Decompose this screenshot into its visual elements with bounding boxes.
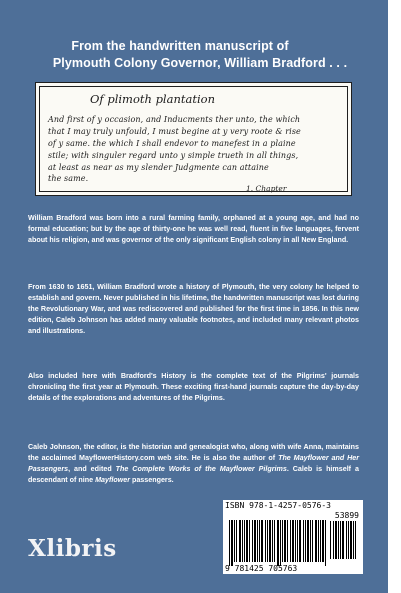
description-paragraph-2: From 1630 to 1651, William Bradford wrote a history of Plymouth, the very colony he helped to establish and govern. Never published in his lifetime, the handwritten manuscript was lost during the Revolutionary War, and was rediscovered and published for the first time in 1856. In this new edition, Caleb Johnson has added many valuable footnotes, and included many relevant photos and illustrations. [28, 283, 359, 335]
barcode-digits: 9 781425 705763 [225, 564, 298, 573]
isbn-label: ISBN 978-1-4257-0576-3 [225, 501, 331, 510]
manuscript-line: of y same. the which I shall endevor to manefest in a plaine [48, 139, 296, 148]
bio-text: . Caleb is himself a descendant of nine [28, 465, 359, 484]
bio-text: Caleb Johnson, the editor, is the historian and genealogist who, along with wife Anna, maintains the acclaimed MayflowerHistory.com web site. He is also the author of [28, 443, 359, 462]
bio-text: , and edited [68, 465, 116, 473]
manuscript-image [35, 82, 352, 196]
addon-barcode-bars [330, 521, 359, 563]
bio-text: passengers. [129, 476, 174, 484]
manuscript-line: that I may truly unfould, I must begine at y very roote & rise [48, 127, 301, 136]
manuscript-line: the same. [48, 174, 89, 183]
book-title: The Mayflower and Her Passengers [28, 454, 360, 473]
manuscript-line: And first of y occasion, and Inducments ther unto, the which [48, 115, 301, 124]
book-title: The Complete Works of the Mayflower Pilgrims [115, 465, 287, 473]
barcode-bars [229, 520, 327, 566]
editor-bio-paragraph [28, 442, 359, 486]
manuscript-chapter: 1. Chapter [246, 184, 287, 193]
description-paragraph-1: William Bradford was born into a rural farming family, orphaned at a young age, and had no formal education; but by the age of thirty-one he was well read, fluent in five languages, fervent about his religion, and was governor of the only significant English colony in all New England. [28, 214, 359, 244]
headline-line-1: From the handwritten manuscript of [71, 39, 289, 53]
publisher-logo: Xlibris [28, 535, 117, 562]
description-paragraph-3: Also included here with Bradford's History is the complete text of the Pilgrims' journals chronicling the first year at Plymouth. These exciting first-hand journals capture the day-by-day details of the explorations and adventures of the Pilgrims. [28, 372, 359, 402]
manuscript-title: Of plimoth plantation [90, 92, 215, 106]
isbn-barcode [223, 500, 363, 574]
manuscript-line: stile; with singuler regard unto y simple trueth in all things, [48, 151, 299, 160]
price-code: 53899 [334, 511, 359, 520]
headline-line-2: Plymouth Colony Governor, William Bradford . . . [52, 56, 348, 70]
manuscript-line: at least as near as my slender Judgmente can attaine [48, 163, 269, 172]
ship-name: Mayflower [95, 476, 130, 484]
